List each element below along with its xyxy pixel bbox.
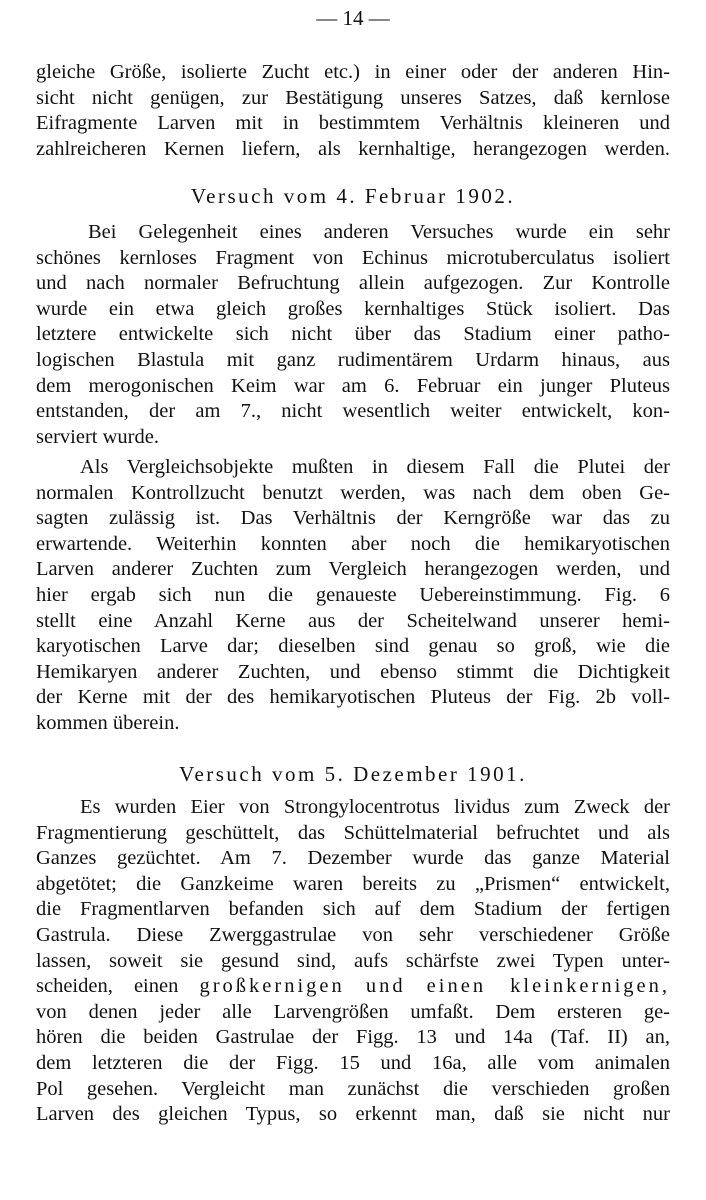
text-line: Hemikaryen anderer Zuchten, und ebenso stimmt die Dichtigkeit bbox=[36, 660, 670, 683]
text-line: lassen, soweit sie gesund sind, aufs schärfste zwei Typen unter- bbox=[36, 949, 670, 972]
text-line: Als Vergleichsobjekte mußten in diesem Fall die Plutei der bbox=[80, 456, 670, 478]
intro-paragraph bbox=[36, 60, 670, 162]
section1-paragraph-2 bbox=[36, 455, 670, 737]
text-line: Larven anderer Zuchten zum Vergleich herangezogen werden, und bbox=[36, 558, 670, 581]
text-line: stellt eine Anzahl Kerne aus der Scheitelwand unserer hemi- bbox=[36, 609, 670, 632]
text-line: von denen jeder alle Larvengrößen umfaßt. Dem ersteren ge- bbox=[36, 1000, 670, 1023]
text-line: abgetötet; die Ganzkeime waren bereits zu „Prismen“ entwickelt, bbox=[36, 872, 670, 895]
text-line: kommen überein. bbox=[36, 711, 180, 734]
text-line: karyotischen Larve dar; dieselben sind genau so groß, wie die bbox=[36, 635, 670, 658]
text-line bbox=[36, 974, 670, 1000]
text-line: hören die beiden Gastrulae der Figg. 13 und 14a (Taf. II) an, bbox=[36, 1026, 670, 1049]
text-line: zahlreicheren Kernen liefern, als kernhaltige, herangezogen werden. bbox=[36, 137, 670, 160]
text-line: der Kerne mit der des hemikaryotischen Pluteus der Fig. 2b voll- bbox=[36, 686, 670, 709]
text-span: scheiden, einen bbox=[36, 975, 179, 998]
spaced-word: und bbox=[365, 975, 406, 998]
text-line: logischen Blastula mit ganz rudimentärem Urdarm hinaus, aus bbox=[36, 348, 670, 371]
text-line: wurde ein etwa gleich großes kernhaltiges Stück isoliert. Das bbox=[36, 297, 670, 320]
text-line: sagten zulässig ist. Das Verhältnis der Kerngröße war das zu bbox=[36, 507, 670, 530]
section2-paragraph bbox=[36, 795, 670, 1128]
page-number: — 14 — bbox=[316, 6, 390, 30]
spaced-term: einen kleinkernigen, bbox=[426, 975, 670, 998]
text-line: normalen Kontrollzucht benutzt werden, was nach dem oben Ge- bbox=[36, 481, 670, 504]
text-line: gleiche Größe, isolierte Zucht etc.) in einer oder der anderen Hin- bbox=[36, 61, 670, 83]
text-line: dem letzteren die der Figg. 15 und 16a, alle vom animalen bbox=[36, 1051, 670, 1074]
text-line: die Fragmentlarven befanden sich auf dem Stadium der fertigen bbox=[36, 898, 670, 921]
text-line: Eifragmente Larven mit in bestimmtem Verhältnis kleineren und bbox=[36, 112, 670, 135]
text-line: Es wurden Eier von Strongylocentrotus lividus zum Zweck der bbox=[80, 796, 670, 818]
section-heading-1: Versuch vom 4. Februar 1902. bbox=[190, 184, 516, 208]
text-line: dem merogonischen Keim war am 6. Februar ein junger Pluteus bbox=[36, 374, 670, 397]
text-line: und nach normaler Befruchtung allein aufgezogen. Zur Kontrolle bbox=[36, 272, 670, 295]
text-line: Larven des gleichen Typus, so erkennt man, daß sie nicht nur bbox=[36, 1103, 670, 1126]
text-line: serviert wurde. bbox=[36, 425, 159, 448]
text-line: erwartende. Weiterhin konnten aber noch die hemikaryotischen bbox=[36, 532, 670, 555]
text-line: Fragmentierung geschüttelt, das Schüttelmaterial befruchtet und als bbox=[36, 821, 670, 844]
text-line: sicht nicht genügen, zur Bestätigung unseres Satzes, daß kernlose bbox=[36, 86, 670, 109]
section1-paragraph-1 bbox=[36, 220, 670, 450]
text-line: entstanden, der am 7., nicht wesentlich weiter entwickelt, kon- bbox=[36, 400, 670, 423]
text-line: Ganzes gezüchtet. Am 7. Dezember wurde das ganze Material bbox=[36, 847, 670, 870]
text-line: Gastrula. Diese Zwerggastrulae von sehr verschiedener Größe bbox=[36, 923, 670, 946]
text-line: hier ergab sich nun die genaueste Uebereinstimmung. Fig. 6 bbox=[36, 583, 670, 606]
section-heading-2: Versuch vom 5. Dezember 1901. bbox=[179, 762, 527, 786]
text-line: Bei Gelegenheit eines anderen Versuches wurde ein sehr bbox=[88, 221, 670, 243]
text-line: schönes kernloses Fragment von Echinus microtuberculatus isoliert bbox=[36, 246, 670, 269]
spaced-term: großkernigen bbox=[199, 975, 345, 998]
text-line: Pol gesehen. Vergleicht man zunächst die verschieden großen bbox=[36, 1077, 670, 1100]
text-line: letztere entwickelte sich nicht über das Stadium einer patho- bbox=[36, 323, 670, 346]
